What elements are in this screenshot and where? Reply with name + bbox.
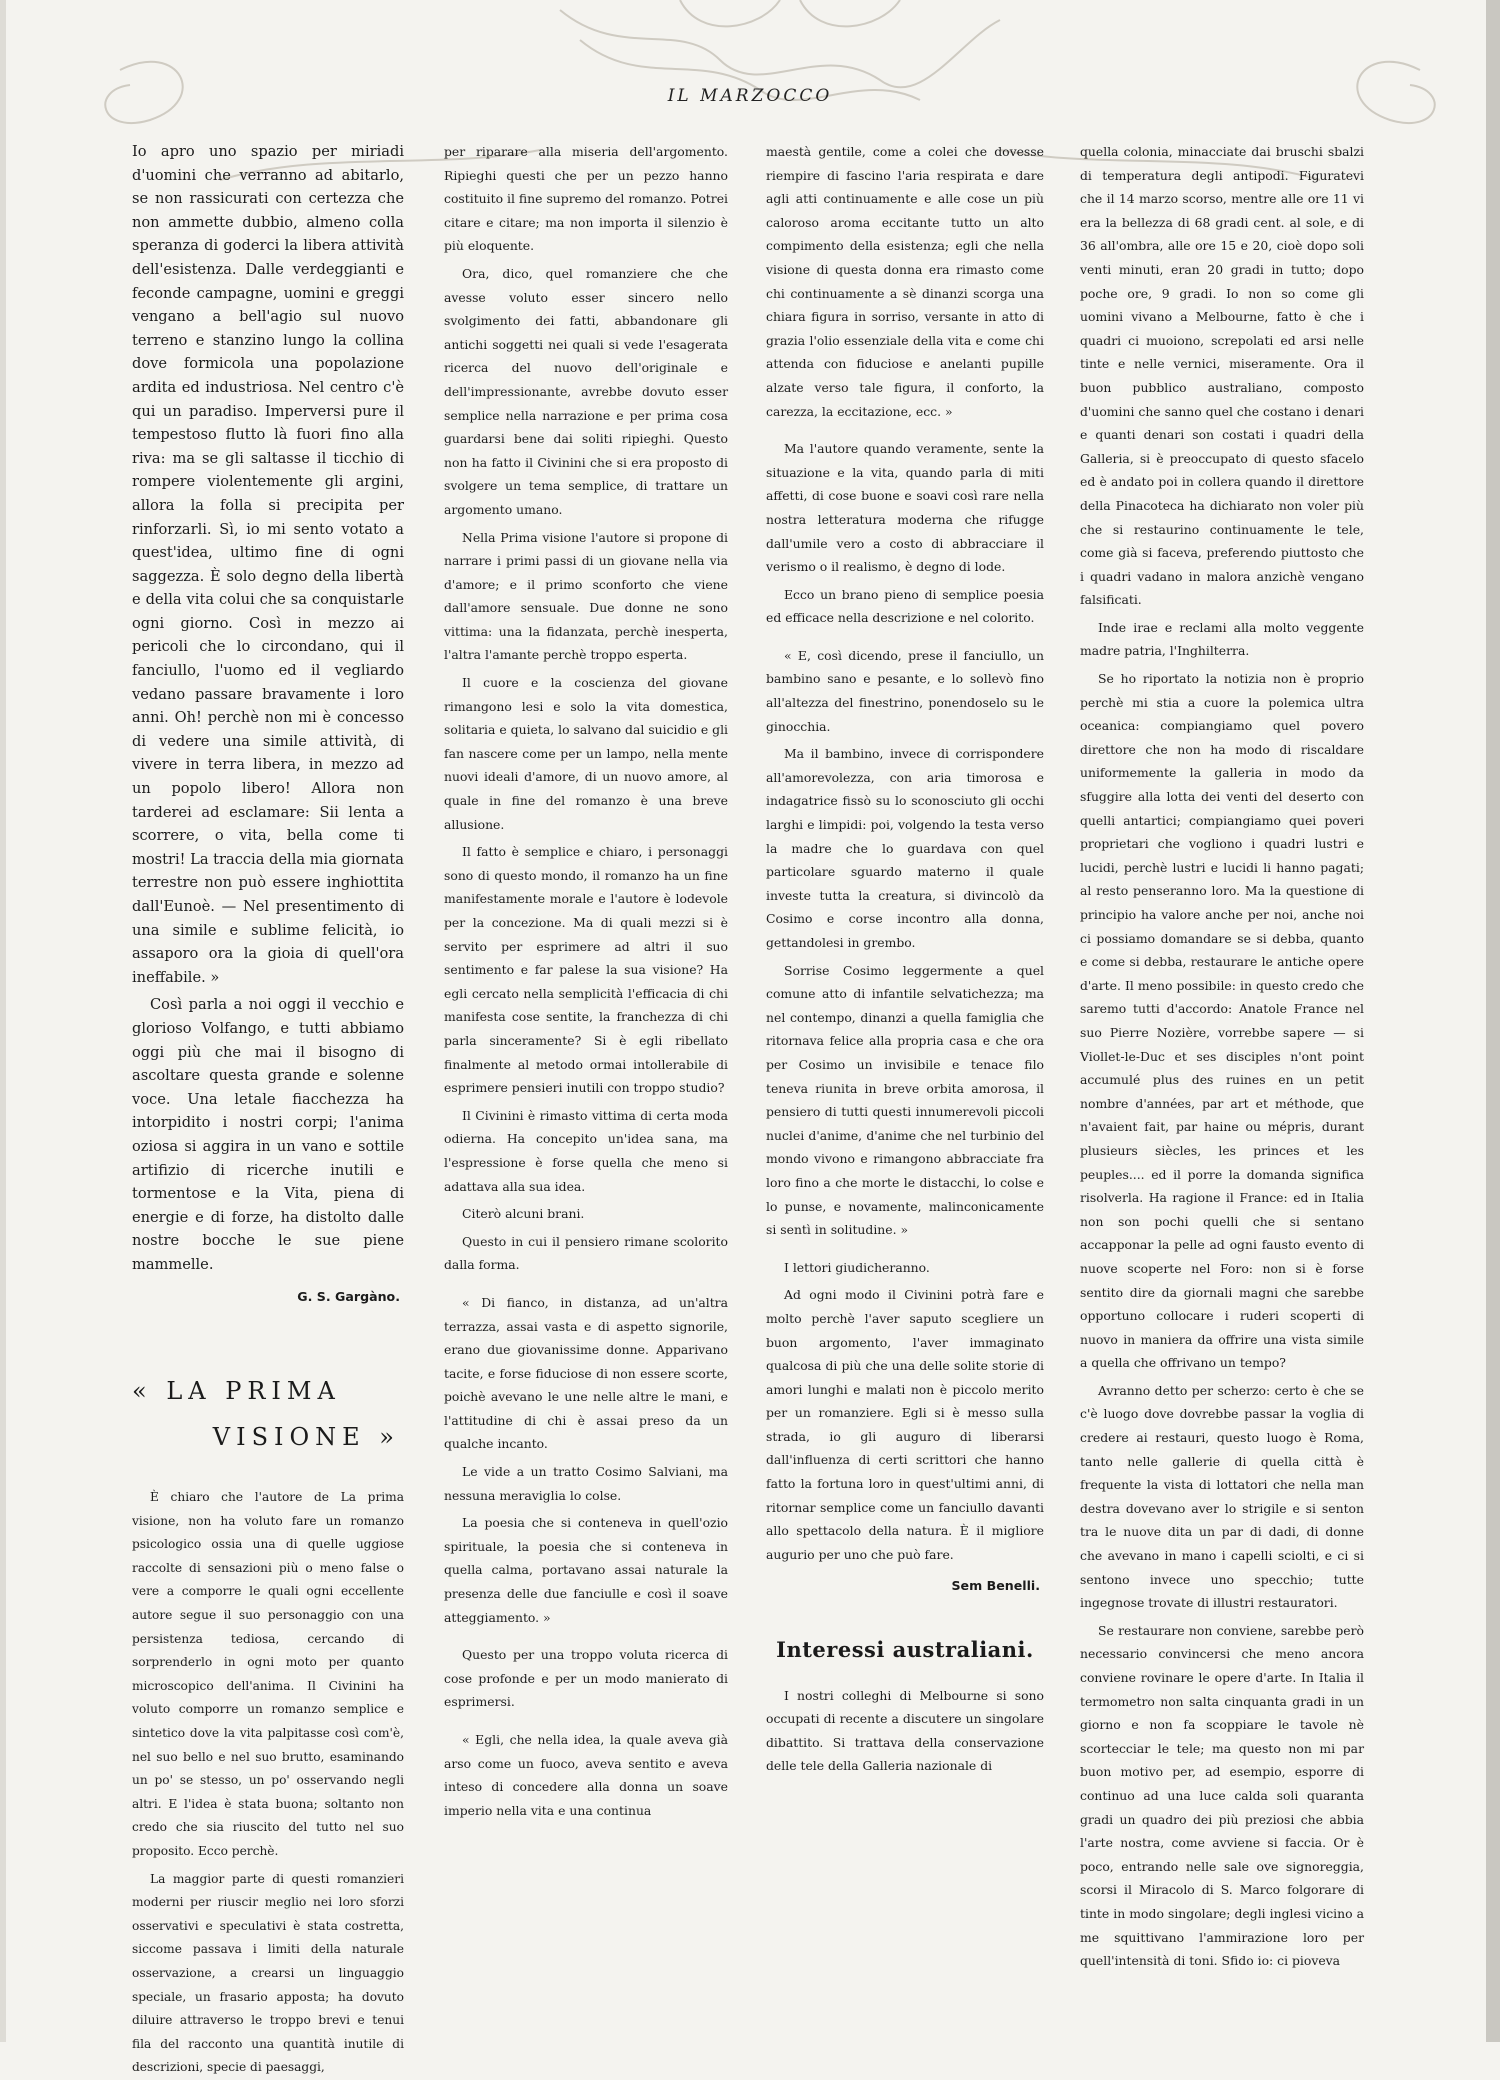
column-1 [132, 140, 404, 2080]
paragraph: per riparare alla miseria dell'argomento. Ripieghi questi che per un pezzo hanno costituito il fine supremo del romanzo. Potrei citare e citare; ma non importa il silenzio è più eloquente. [444, 144, 728, 254]
paragraph: Avranno detto per scherzo: certo è che se c'è luogo dove dovrebbe passar la voglia di credere ai restauri, questo luogo è Roma, tanto nelle gallerie di quella città è frequente la vista di lottatori che nella man destra dovevano aver lo strigile e si senton tra le nuove dita un par di dadi, di donne che avevano in mano i capelli sciolti, e ci si sentono invece uno specchio; tutte ingegnose trovate di illustri restauratori. [1080, 1382, 1364, 1611]
paragraph: Se restaurare non conviene, sarebbe però necessario convincersi che meno ancora conviene rovinare le opere d'arte. In Italia il termometro non salta cinquanta gradi in un giorno e non fa scoppiare le tavole nè scortecciar le tele; ma questo non mi par buon motivo per, ad esempio, esporre di continuo ad una luce calda soli quaranta gradi un quadro dei più preziosi che abbia l'arte nostra, come avviene si faccia. Or è poco, entrando nelle sale ove signoreggia, scorsi il Miracolo di S. Marco folgorare di tinte in modo singolare; degli inglesi vicino a me squittivano l'ammirazione loro per quell'intensità di toni. Sfido io: ci pioveva [1080, 1622, 1364, 1969]
paragraph: Ecco un brano pieno di semplice poesia ed efficace nella descrizione e nel colorito. [766, 586, 1044, 626]
paragraph: Nella Prima visione l'autore si propone di narrare i primi passi di un giovane nella via d'amore; e il primo sconforto che viene dall'amore sensuale. Due donne ne sono vittima: una la fidanzata, perchè inesperta, l'altra l'amante perchè troppo esperta. [444, 529, 728, 663]
quoted-paragraph: « Egli, che nella idea, la quale aveva già arso come un fuoco, aveva sentito e aveva inteso di concedere alla donna un soave imperio nella vita e una continua [444, 1732, 728, 1818]
paragraph: Io apro uno spazio per miriadi d'uomini che verranno ad abitarlo, se non rassicurati con certezza che non ammette dubbio, almeno colla speranza di goderci la libera attività dell'esistenza. Dalle verdeggianti e feconde campagne, uomini e greggi vengano a bell'agio sul nuovo terreno e stanzino lungo la collina dove formicola una popolazione ardita ed industriosa. Nel centro c'è qui un paradiso. Imperversi pure il tempestoso flutto là fuori fino alla riva: ma se gli saltasse il ticchio di rompere violentemente gli argini, allora la folla si precipita per rinforzarli. Sì, io mi sento votato a quest'idea, ultimo fine di ogni saggezza. È solo degno della libertà e della vita colui che sa conquistarle ogni giorno. Così in mezzo ai pericoli che lo circondano, qui il fanciullo, l'uomo ed il vegliardo vedano passare bravamente i loro anni. Oh! perchè non mi è concesso di vedere una simile attività, di vivere in terra libera, in mezzo ad un popolo libero! Allora non tarderei ad esclamare: Sii lenta a scorrere, o vita, bella come ti mostri! La traccia della mia giornata terrestre non può essere inghiottita dall'Eunoè. — Nel presentimento di una simile e sublime felicità, io assaporo ora la gioia di quell'ora ineffabile. » [132, 143, 404, 986]
page-edge-right [1486, 0, 1500, 2042]
paragraph: I lettori giudicheranno. [784, 1259, 930, 1275]
paragraph: La maggior parte di questi romanzieri moderni per riuscir meglio nei loro sforzi osservativi e speculativi è stata costretta, siccome passava i limiti della naturale osservazione, a crearsi un linguaggio speciale, un frasario apposta; ha dovuto diluire attraverso le troppo brevi e tenui fila del racconto una quantità inutile di descrizioni, specie di paesaggi, [132, 1871, 404, 2075]
paragraph: Ora, dico, quel romanziere che che avesse voluto esser sincero nello svolgimento dei fatti, abbandonare gli antichi soggetti nei quali si vede l'esagerata ricerca del nuovo dell'originale e dell'impressionante, avrebbe dovuto esser semplice nella narrazione e per prima cosa guardarsi bene dai soliti ripieghi. Questo non ha fatto il Civinini che si era proposto di svolgere un tema semplice, di trattare un argomento umano. [444, 265, 728, 517]
paragraph: Inde irae e reclami alla molto veggente madre patria, l'Inghilterra. [1080, 619, 1364, 659]
paragraph: Così parla a noi oggi il vecchio e glorioso Volfango, e tutti abbiamo oggi più che mai il bisogno di ascoltare questa grande e solenne voce. Una letale fiacchezza ha intorpidito i nostri corpi; l'anima oziosa si aggira in un vano e sottile artifizio di ricerche inutili e tormentose e la Vita, piena di energie e di forze, ha distolto dalle nostre bocche le sue piene mammelle. [132, 996, 404, 1273]
paragraph: È chiaro che l'autore de La prima visione, non ha voluto fare un romanzo psicologico ossia una di quelle uggiose raccolte di sensazioni più o meno false o vere a comporre le quali ogni eccellente autore segue il suo personaggio con una persistenza tediosa, cercando di sorprenderlo in ogni moto per quanto microscopico dell'anima. Il Civinini ha voluto comporre un romanzo semplice e sintetico dove la vita palpitasse così com'è, nel suo bello e nel suo brutto, esaminando un po' se stesso, un po' osservando negli altri. E l'idea è stata buona; soltanto non credo che sia riuscito del tutto nel suo proposito. Ecco perchè. [132, 1490, 404, 1858]
article-headline: Interessi australiani. [776, 1637, 1034, 1663]
paragraph: Il Civinini è rimasto vittima di certa moda odierna. Ha concepito un'idea sana, ma l'espressione è forse quella che meno si adattava alla sua idea. [444, 1107, 728, 1194]
paragraph: quella colonia, minacciate dai bruschi sbalzi di temperatura degli antipodi. Figuratevi che il 14 marzo scorso, mentre alle ore 11 vi era la bellezza di 68 gradi cent. al sole, e di 36 all'ombra, alle ore 15 e 20, cioè dopo soli venti minuti, eran 20 gradi in tutto; dopo poche ore, 9 gradi. Io non so come gli uomini vivano a Melbourne, fatto è che i quadri ci muoiono, screpolati ed arsi nelle tinte e nelle vernici, miseramente. Ora il buon pubblico australiano, composto d'uomini che sanno quel che costano i denari e quanti denari son costati i quadri della Galleria, si è preoccupato di questo sfacelo ed è andato poi in collera quando il direttore della Pinacoteca ha dichiarato non voler più che si restaurino continuamente le tele, come già si faceva, preferendo piuttosto che i quadri vadano in malora anzichè vengano falsificati. [1080, 144, 1364, 608]
column-2 [444, 140, 728, 1822]
paragraph: Ad ogni modo il Civinini potrà fare e molto perchè l'aver saputo scegliere un buon argomento, l'aver immaginato qualcosa di più che una delle solite storie di amori lunghi e malati non è piccolo merito per un romanziere. Egli si è messo sulla strada, io gli auguro di liberarsi dall'influenza di certi scrittori che hanno fatto la fortuna loro in quest'ultimi anni, di ritornar semplice come un fanciullo davanti allo spettacolo della natura. È il migliore augurio per uno che può fare. [766, 1287, 1044, 1562]
paragraph: Ma l'autore quando veramente, sente la situazione e la vita, quando parla di miti affetti, di cose buone e soavi così rare nella nostra letteratura moderna che rifugge dall'umile vero a costo di abbracciare il verismo o il realismo, è degno di lode. [766, 441, 1044, 575]
author-signature: Sem Benelli. [951, 1578, 1040, 1594]
quoted-paragraph: La poesia che si conteneva in quell'ozio spirituale, la poesia che si conteneva in quella calma, portavano assai naturale la presenza delle due fanciulle e così il soave atteggiamento. » [444, 1515, 728, 1625]
quoted-paragraph: Ma il bambino, invece di corrispondere all'amorevolezza, con aria timorosa e indagatrice fissò su lo sconosciuto gli occhi larghi e limpidi: poi, volgendo la testa verso la madre che lo guardava con quel particolare sguardo materno il quale investe tutta la creatura, si divincolò da Cosimo e corse incontro alla donna, gettandolesi in grembo. [766, 746, 1044, 950]
quoted-paragraph: Sorrise Cosimo leggermente a quel comune atto di infantile selvatichezza; ma nel contempo, dinanzi a quella famiglia che ritornava felice alla propria casa e che ora per Cosimo un invisibile e tenace filo teneva riunita in breve orbita amorosa, il pensiero di tutti questi innumerevoli piccoli nuclei d'anime, d'anime che nel turbinio del mondo vivono e rimangono abbracciate fra loro fino a che morte le distacchi, lo colse e lo punse, e novamente, malinconicamente si sentì in solitudine. » [766, 962, 1044, 1238]
section-title [132, 1368, 404, 1460]
paragraph: I nostri colleghi di Melbourne si sono occupati di recente a discutere un singolare dibattito. Si trattava della conservazione delle tele della Galleria nazionale di [766, 1687, 1044, 1774]
column-3 [766, 140, 1044, 1778]
paragraph: Il fatto è semplice e chiaro, i personaggi sono di questo mondo, il romanzo ha un fine manifestamente morale e l'autore è lodevole per la concezione. Ma di quali mezzi si è servito per esprimere ad altri il suo sentimento e far palese la sua visione? Ha egli cercato nella semplicità l'efficacia di chi manifesta cose sentite, la franchezza di chi parla sinceramente? Si è egli ribellato finalmente al metodo ormai intollerabile di esprimere pensieri inutili con troppo studio? [444, 844, 728, 1096]
quoted-paragraph: maestà gentile, come a colei che dovesse riempire di fascino l'aria respirata e dare agli atti continuamente e alle cose un più caloroso aroma eccitante tutto un alto compimento della esistenza; egli che nella visione di questa donna era rimasto come chi continuamente a sè dinanzi scorga una chiara figura in sorriso, versante in atto di grazia l'olio essenziale della vita e come chi attenda con fiduciose e anelanti pupille alzate verso tale figura, il conforto, la carezza, la eccitazione, ecc. » [766, 144, 1044, 419]
paragraph: Il cuore e la coscienza del giovane rimangono lesi e solo la vita domestica, solitaria e quieta, lo salvano dal suicidio e gli fan nascere come per un lampo, nella mente nuovi ideali d'amore, di un nuovo amore, al quale in fine del romanzo è una breve allusione. [444, 675, 728, 832]
paragraph: Questo in cui il pensiero rimane scolorito dalla forma. [444, 1233, 728, 1273]
paragraph: Citerò alcuni brani. [462, 1206, 585, 1222]
author-signature: G. S. Gargàno. [297, 1288, 400, 1304]
quoted-paragraph: « Di fianco, in distanza, ad un'altra terrazza, assai vasta e di aspetto signorile, erano due giovanissime donne. Apparivano tacite, e forse fiduciose di non essere scorte, poichè avevano le une nelle altre le mani, e l'attitudine di chi è assai preso da un qualche incanto. [444, 1294, 728, 1452]
page-edge-left [0, 0, 6, 2042]
paragraph: Se ho riportato la notizia non è proprio perchè mi stia a cuore la polemica ultra oceanica: compiangiamo quel povero direttore che non ha modo di riscaldare uniformemente la galleria in modo da sfuggire alla lotta dei venti del deserto con quelli antartici; compiangiamo quei poveri proprietari che vogliono i quadri lustri e lucidi, perchè lustri e lucidi li hanno pagati; al resto penseranno loro. Ma la questione di principio ha valore anche per noi, anche noi ci possiamo domandare se si debba, quanto e come si debba, restaurare le antiche opere d'arte. Il meno possibile: in questo credo che saremo tutti d'accordo: Anatole France nel suo Pierre Nozière, vorrebbe sapere — si Viollet-le-Duc et ses disciples n'ont point accumulé plus des ruines en un petit nombre d'années, par art et méthode, que n'avaient fait, par haine ou mépris, durant plusieurs siècles, les princes et les peuples.... ed il porre la domanda significa risolverla. Ha ragione il France: ed in Italia non son pochi quelli che si sentano accapponar la pelle ad ogni fausto evento di nuove scoperte nel Foro: non si è forse sentito dire da giornali magni che sarebbe opportuno collocare i ruderi scoperti di nuovo in maniera da offrire una vista simile a quella che offrivano un tempo? [1080, 671, 1364, 1371]
quoted-paragraph: Le vide a un tratto Cosimo Salviani, ma nessuna meraviglia lo colse. [444, 1464, 728, 1503]
column-4 [1080, 140, 1364, 1973]
quoted-paragraph: « E, così dicendo, prese il fanciullo, un bambino sano e pesante, e lo sollevò fino all'altezza del finestrino, ponendoselo su le ginocchia. [766, 647, 1044, 734]
masthead: IL MARZOCCO [667, 86, 833, 106]
section-title-line-2: VISIONE » [212, 1423, 400, 1452]
section-title-line-1: « LA PRIMA [132, 1377, 341, 1406]
paragraph: Questo per una troppo voluta ricerca di cose profonde e per un modo manierato di esprimersi. [444, 1647, 728, 1710]
